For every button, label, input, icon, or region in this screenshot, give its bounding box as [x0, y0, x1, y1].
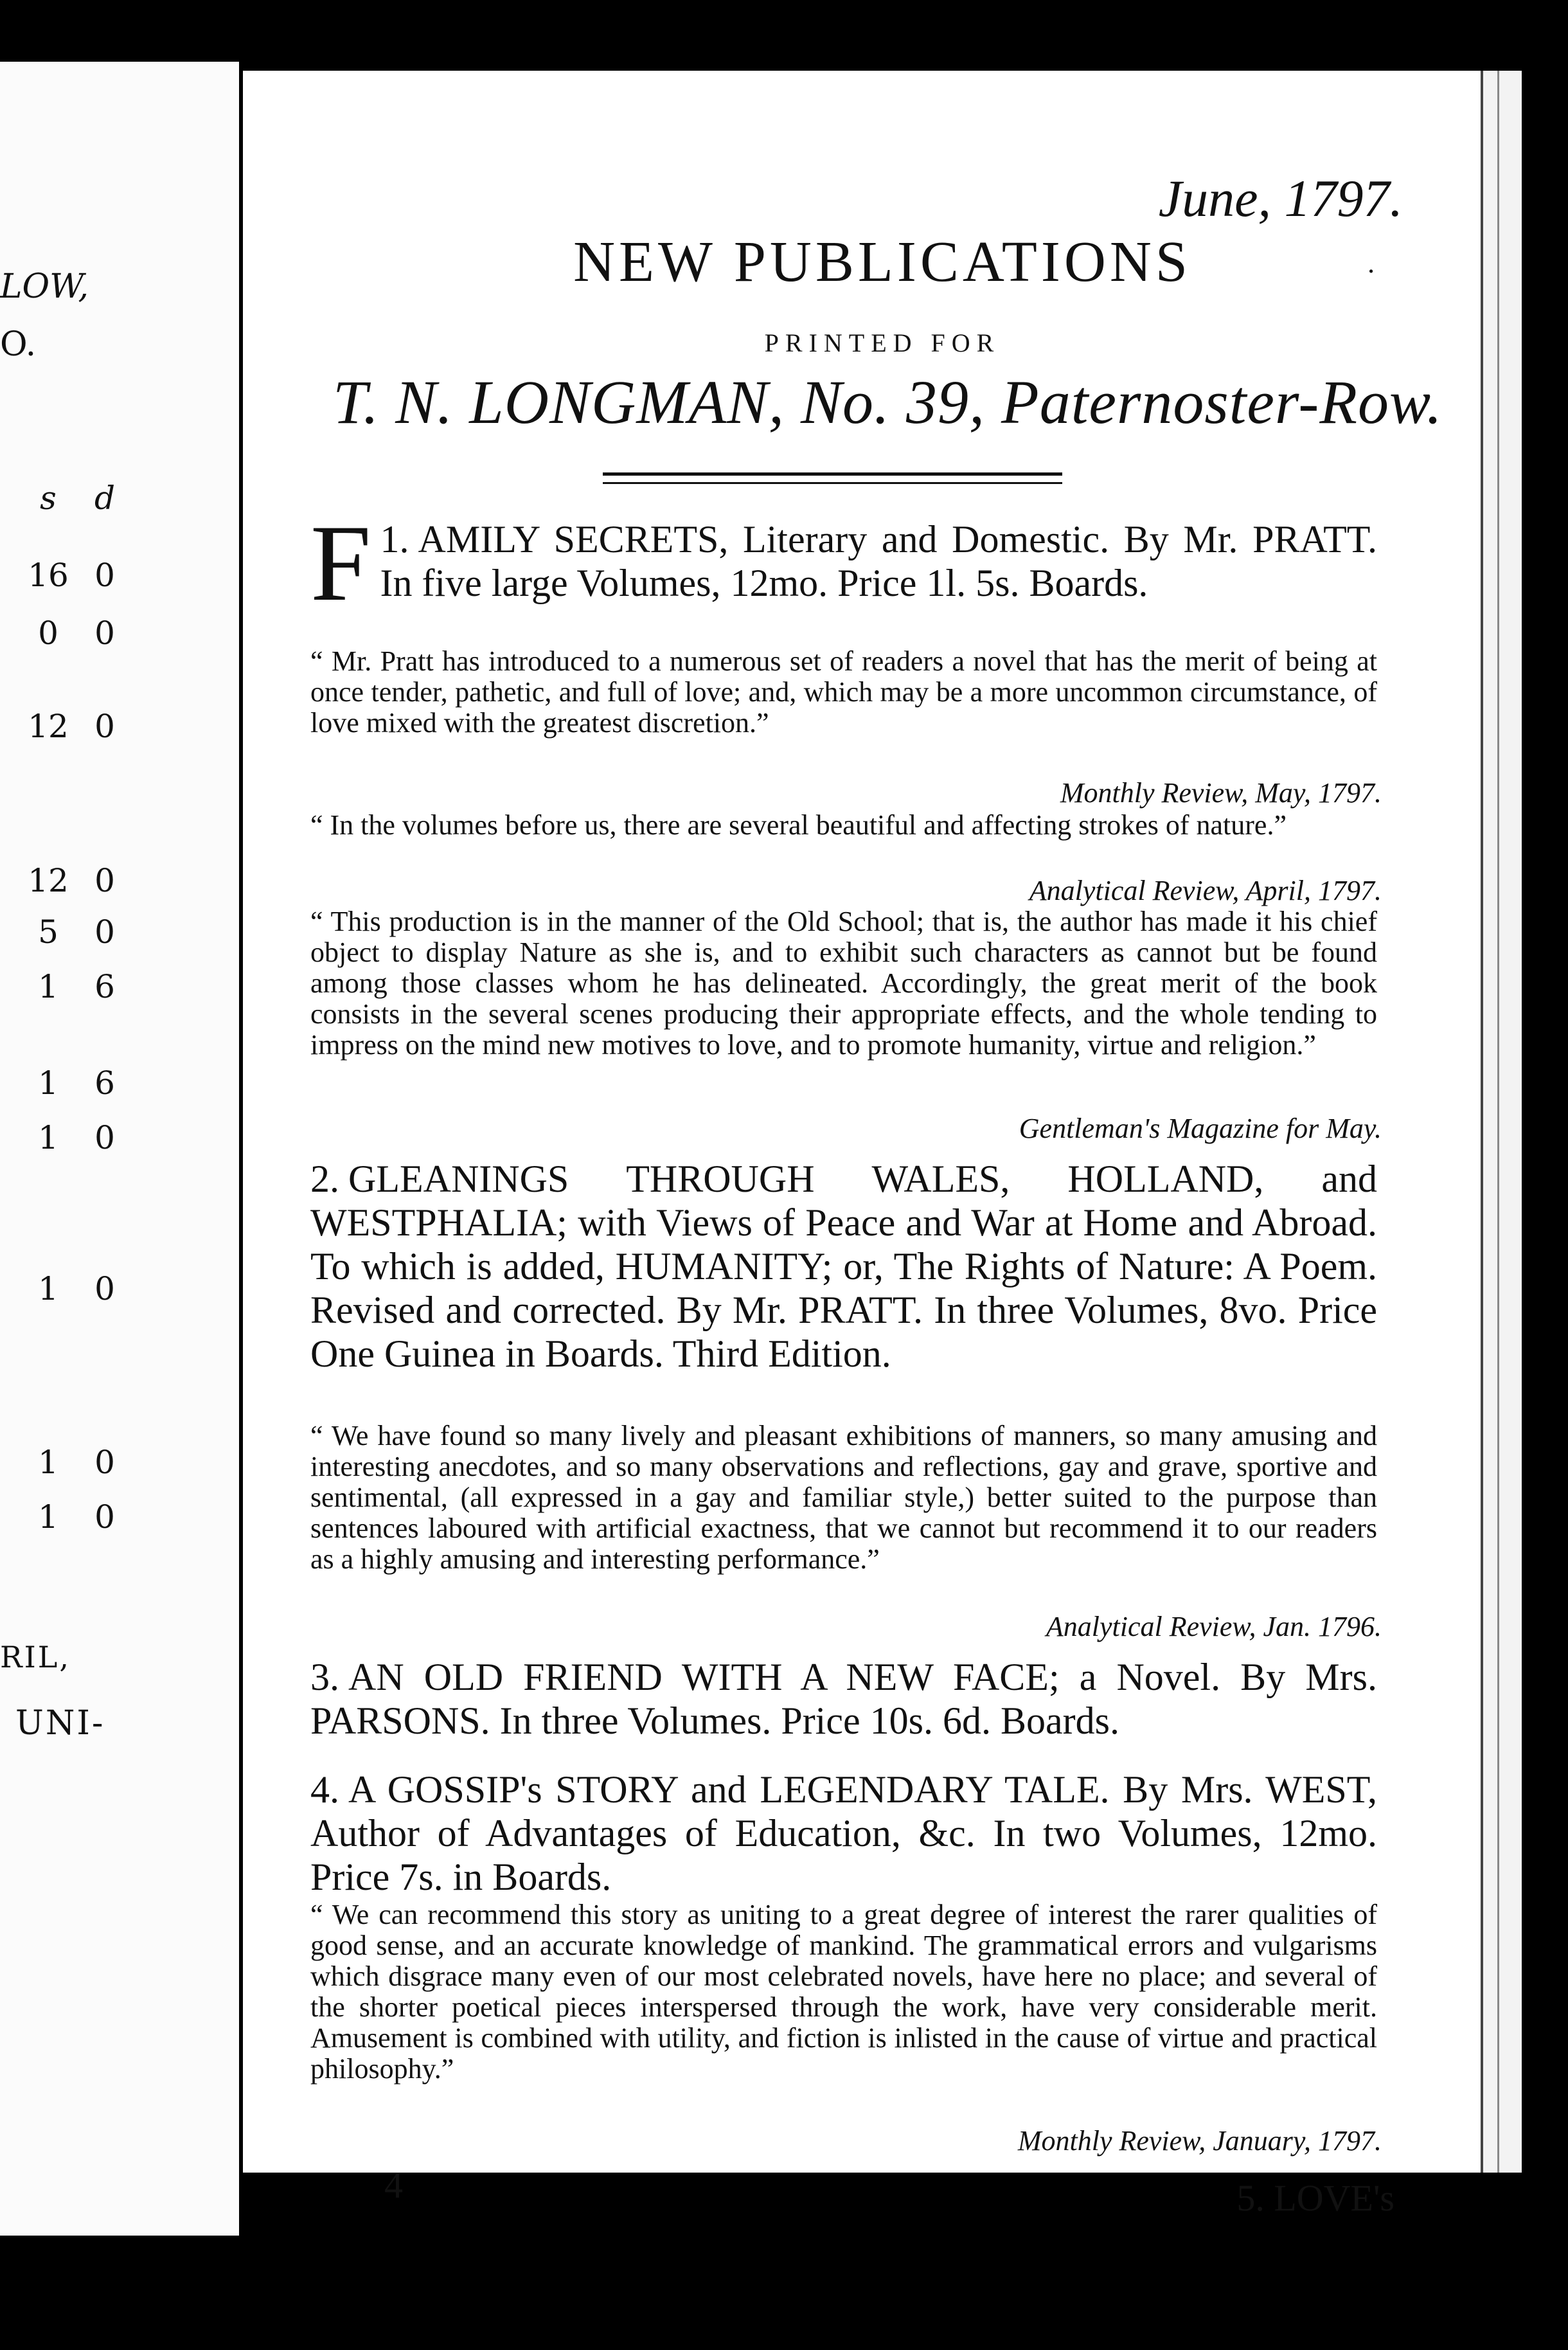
price-shillings: 1 [38, 1119, 58, 1156]
price-shillings: 12 [28, 708, 69, 745]
price-pence: 0 [94, 862, 115, 899]
entry-3 [310, 1655, 1377, 1743]
review-quote: “ We have found so many lively and pleasant exhibitions of manners, so many amusing and interesting anecdotes, and so many observations and reflections, gay and grave, sportive and sentimental, (all expressed in a gay and familiar style,) better suited to the purpose than sentences laboured with artificial exactness, that we cannot but recommend it to our readers as a highly amusing and interesting performance.” [310, 1420, 1377, 1575]
review-quote: “ We can recommend this story as uniting to a great degree of interest the rarer qualities of good sense, and an accurate knowledge of mankind. The grammatical errors and vulgarisms which disgrace many even of our most celebrated novels, have here no place; and several of the shorter poetical pieces interspersed through the work, have very considerable merit. Amusement is combined with utility, and fiction is inlisted in the cause of virtue and practical philosophy.” [310, 1899, 1377, 2085]
entry-2 [310, 1157, 1377, 1376]
price-pence: 6 [94, 968, 115, 1005]
review-source: Analytical Review, April, 1797. [1029, 875, 1382, 906]
marginal-mark: · [1367, 257, 1375, 287]
review-source: Gentleman's Magazine for May. [1019, 1113, 1382, 1144]
review-quote: “ In the volumes before us, there are several beautiful and affecting strokes of nature.” [310, 809, 1287, 841]
price-shillings: 1 [38, 1444, 58, 1481]
price-pence: 0 [94, 1444, 115, 1481]
review-quote: “ Mr. Pratt has introduced to a numerous set of readers a novel that has the merit of being at once tender, pathetic, and full of love; and, which may be a more uncommon circumstance, of love mixed with the greatest discretion.” [310, 645, 1377, 739]
left-page-fragment [0, 62, 239, 2236]
entry-1 [310, 503, 1377, 623]
price-shillings: 12 [28, 862, 69, 899]
price-shillings: 5 [38, 913, 58, 951]
price-pence: 0 [94, 913, 115, 951]
review-source: Monthly Review, January, 1797. [1017, 2125, 1382, 2157]
review-source: Analytical Review, Jan. 1796. [1046, 1611, 1382, 1642]
title-rule [603, 482, 1062, 484]
price-shillings: 1 [38, 1064, 58, 1102]
entry-text: AN OLD FRIEND WITH A NEW FACE; a Novel. By Mrs. PARSONS. In three Volumes. Price 10s. 6d. Boards. [310, 1656, 1377, 1742]
review-source: Monthly Review, May, 1797. [1060, 777, 1382, 809]
price-pence: 0 [94, 1498, 115, 1536]
price-pence: 0 [94, 557, 115, 594]
entry-text: AMILY SECRETS, Literary and Domestic. By Mr. PRATT. In five large Volumes, 12mo. Price 1l. 5s. Boards. [380, 518, 1377, 604]
page-date: June, 1797. [1158, 169, 1403, 228]
entry-number: 3. [310, 1656, 339, 1698]
title-rule [603, 472, 1062, 476]
drop-cap: F [310, 503, 371, 623]
left-fragment-text: RIL, [0, 1640, 71, 1674]
entry-4 [310, 1768, 1377, 1899]
left-fragment-text: O. [0, 325, 37, 364]
entry-text: A GOSSIP's STORY and LEGENDARY TALE. By Mrs. WEST, Author of Advantages of Education, &c. In two Volumes, 12mo. Price 7s. in Boards. [310, 1768, 1377, 1898]
price-shillings: 0 [38, 614, 58, 652]
left-fragment-text: LOW, [0, 267, 89, 306]
price-shillings: 1 [38, 1270, 58, 1307]
price-shillings: 1 [38, 968, 58, 1005]
column-header-pence: d [94, 480, 115, 517]
price-pence: 0 [94, 1119, 115, 1156]
entry-text: GLEANINGS THROUGH WALES, HOLLAND, and WESTPHALIA; with Views of Peace and War at Home and Abroad. To which is added, HUMANITY; or, The Rights of Nature: A Poem. Revised and corrected. By Mr. PRATT. In three Volumes, 8vo. Price One Guinea in Boards. Third Edition. [310, 1158, 1377, 1375]
entry-number: 2. [310, 1158, 339, 1200]
review-quote: “ This production is in the manner of the Old School; that is, the author has made it his chief object to display Nature as she is, and to exhibit such characters as cannot but be found among those classes whom he has delineated. Accordingly, the great merit of the book consists in the several scenes producing their appropriate effects, and the whole tending to impress on the mind new motives to love, and to promote humanity, virtue and religion.” [310, 906, 1377, 1061]
page-title: NEW PUBLICATIONS [573, 230, 1191, 294]
left-fragment-text: UNI- [15, 1704, 105, 1743]
price-pence: 0 [94, 614, 115, 652]
printed-for-label: PRINTED FOR [764, 328, 1001, 357]
price-pence: 6 [94, 1064, 115, 1102]
page-edge [1481, 71, 1522, 2173]
price-pence: 0 [94, 708, 115, 745]
price-pence: 0 [94, 1270, 115, 1307]
column-header-shillings: s [40, 480, 57, 517]
price-shillings: 16 [28, 557, 69, 594]
price-shillings: 1 [38, 1498, 58, 1536]
book-page [243, 71, 1522, 2219]
entry-number: 1. [380, 518, 409, 561]
signature-mark: 4 [384, 2164, 403, 2206]
publisher-line: T. N. LONGMAN, No. 39, Paternoster-Row. [333, 368, 1443, 436]
entry-number: 4. [310, 1768, 339, 1811]
catchword: 5. LOVE's [1236, 2177, 1394, 2219]
